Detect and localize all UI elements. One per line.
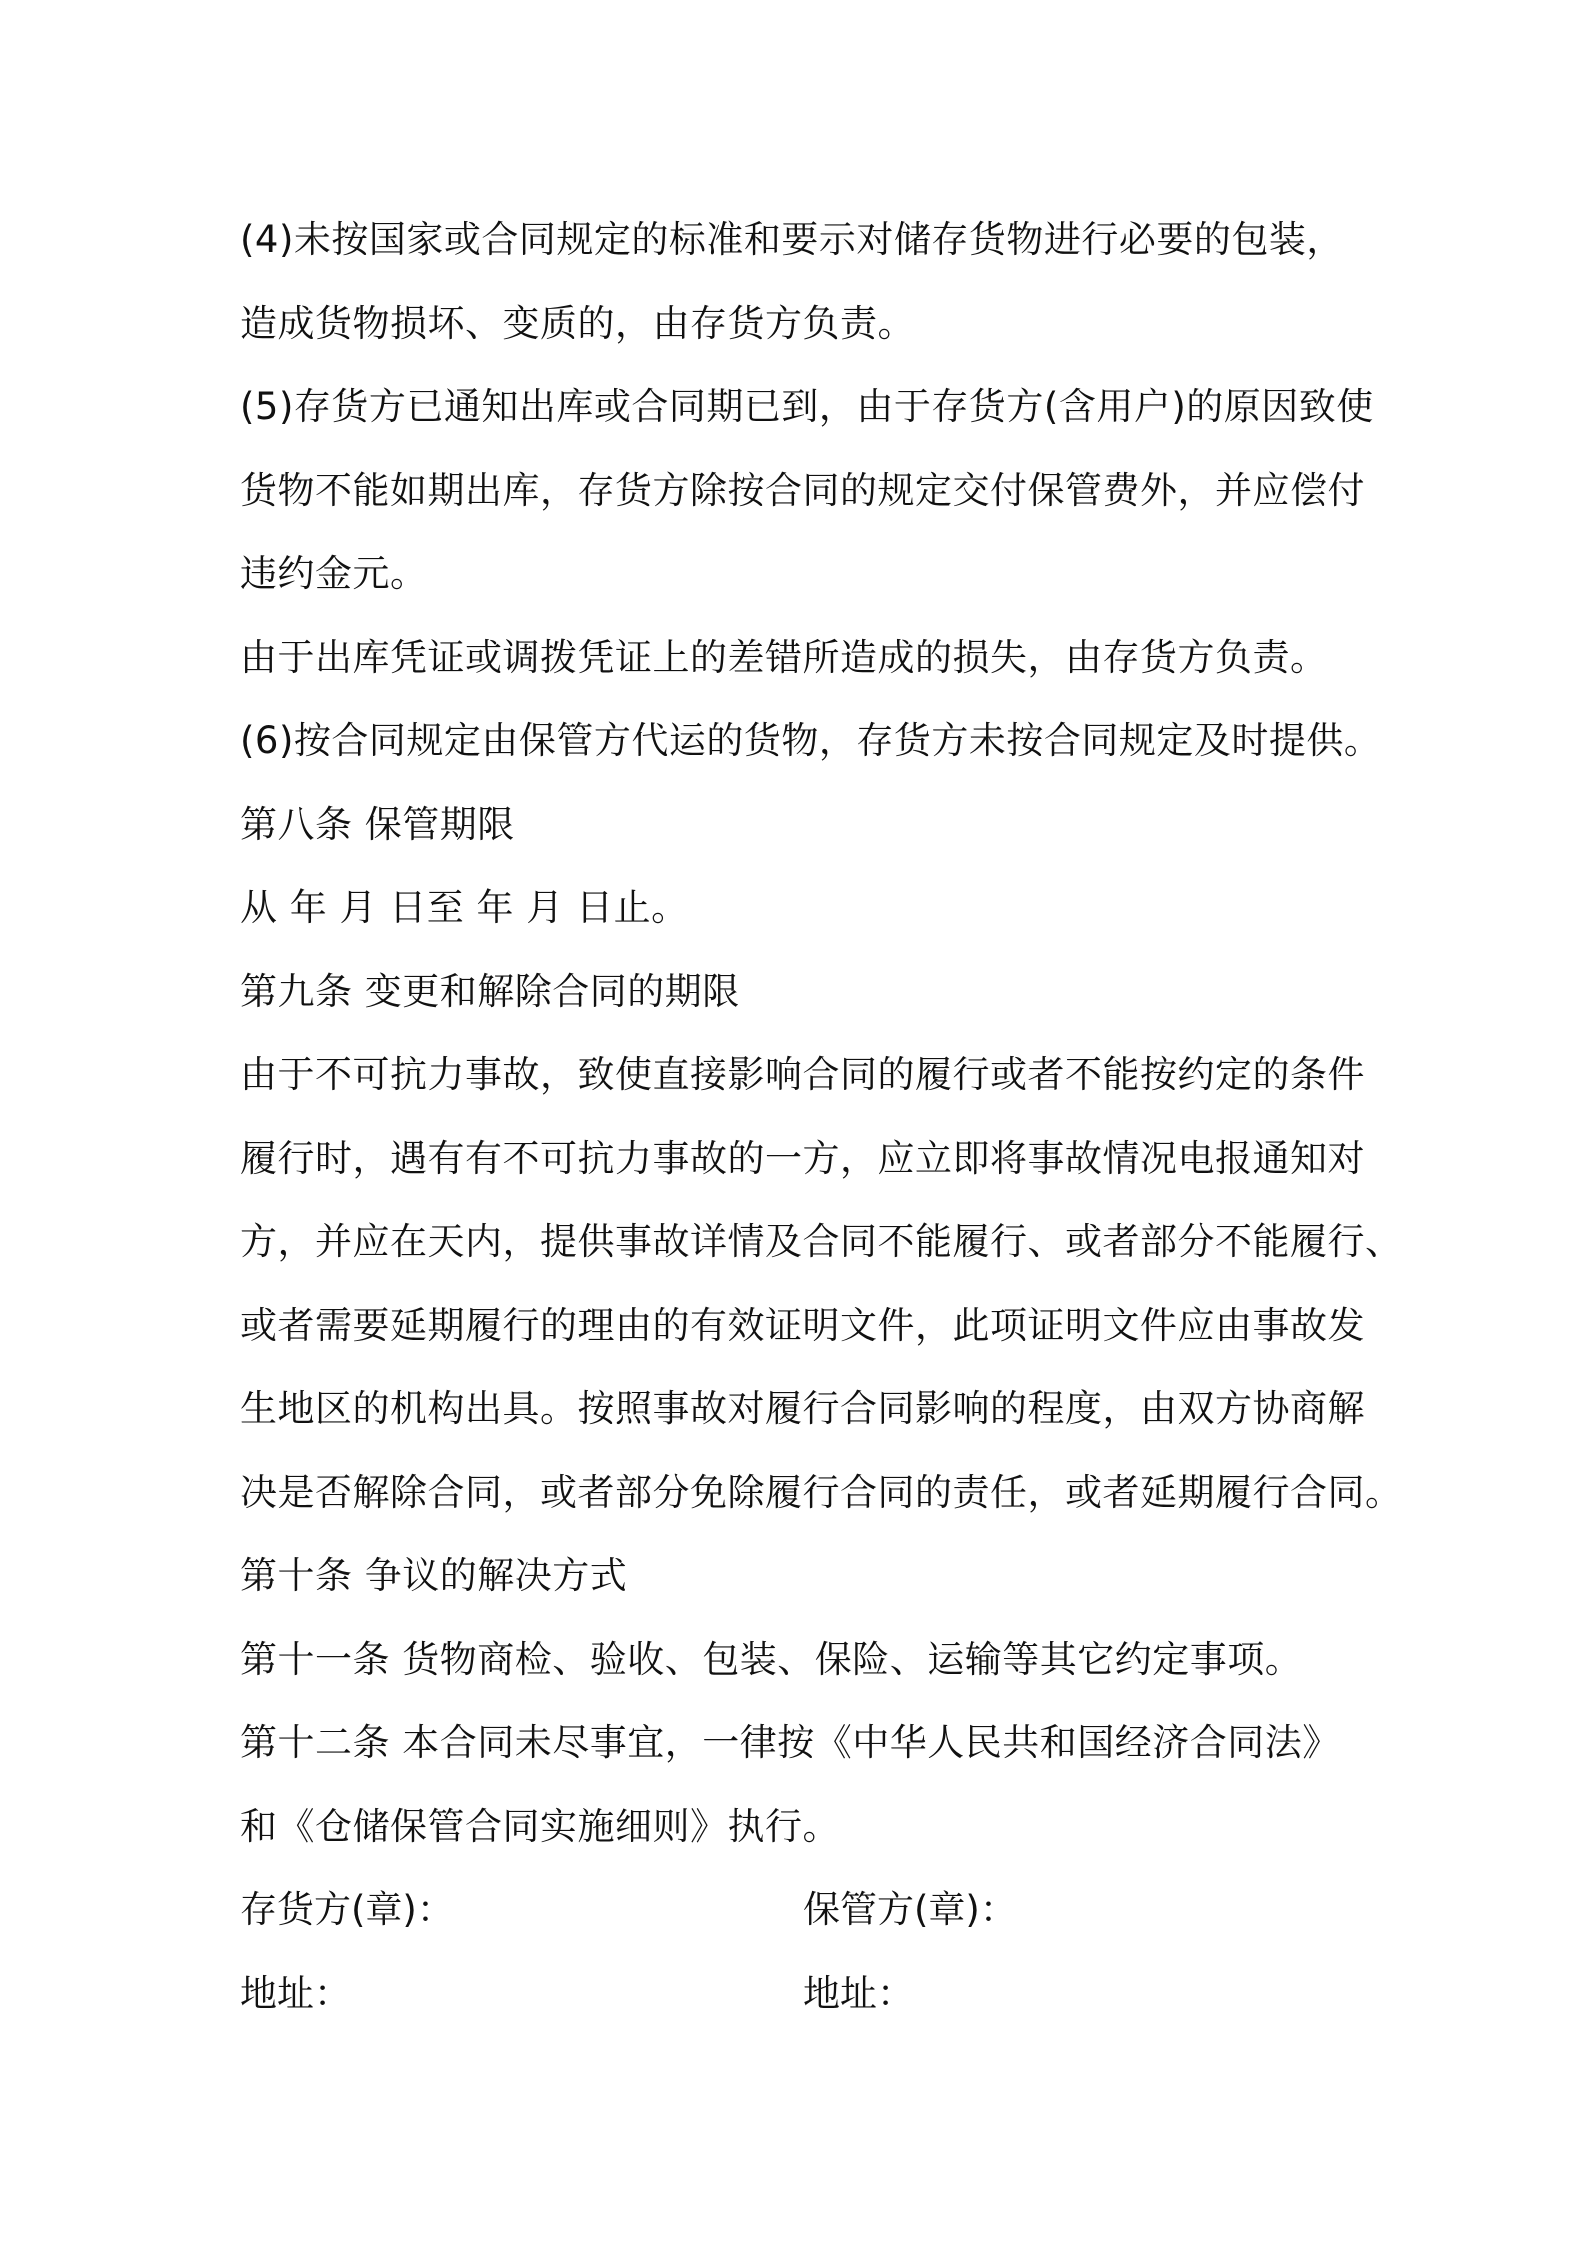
text-line: 和《仓储保管合同实施细则》执行。	[240, 1804, 840, 1848]
text-line: 履行时，遇有有不可抗力事故的一方，应立即将事故情况电报通知对	[240, 1136, 1365, 1180]
text-line: (6)按合同规定由保管方代运的货物，存货方未按合同规定及时提供。	[240, 719, 1382, 762]
text-line: 由于不可抗力事故，致使直接影响合同的履行或者不能按约定的条件	[240, 1053, 1365, 1096]
depositor-address-label: 地址：	[240, 1971, 351, 2015]
text-line: (4)未按国家或合同规定的标准和要示对储存货物进行必要的包装，	[240, 218, 1344, 261]
article-heading-9: 第九条 变更和解除合同的期限	[240, 969, 740, 1013]
text-line: 从 年 月 日至 年 月 日止。	[240, 886, 689, 929]
article-heading-8: 第八条 保管期限	[240, 802, 515, 846]
text-line: 货物不能如期出库，存货方除按合同的规定交付保管费外，并应偿付	[240, 468, 1365, 512]
address-row	[240, 1952, 1360, 2036]
text-line: 方，并应在天内，提供事故详情及合同不能履行、或者部分不能履行、	[240, 1220, 1403, 1263]
depositor-seal-label: 存货方(章)：	[240, 1888, 454, 1931]
text-line: 生地区的机构出具。按照事故对履行合同影响的程度，由双方协商解	[240, 1387, 1365, 1430]
article-heading-12: 第十二条 本合同未尽事宜，一律按《中华人民共和国经济合同法》	[240, 1721, 1340, 1764]
article-heading-11: 第十一条 货物商检、验收、包装、保险、运输等其它约定事项。	[240, 1637, 1303, 1681]
document-page	[240, 198, 1403, 2035]
text-line: 或者需要延期履行的理由的有效证明文件，此项证明文件应由事故发	[240, 1303, 1365, 1347]
text-line: (5)存货方已通知出库或合同期已到，由于存货方(含用户)的原因致使	[240, 385, 1374, 428]
custodian-seal-label: 保管方(章)：	[803, 1888, 1017, 1931]
article-heading-10: 第十条 争议的解决方式	[240, 1554, 628, 1597]
text-line: 造成货物损坏、变质的，由存货方负责。	[240, 301, 915, 345]
custodian-address-label: 地址：	[803, 1971, 914, 2015]
text-line: 决是否解除合同，或者部分免除履行合同的责任，或者延期履行合同。	[240, 1470, 1403, 1514]
signature-row	[240, 1868, 1360, 1952]
text-line: 由于出库凭证或调拨凭证上的差错所造成的损失，由存货方负责。	[240, 635, 1328, 679]
text-line: 违约金元。	[240, 552, 428, 595]
